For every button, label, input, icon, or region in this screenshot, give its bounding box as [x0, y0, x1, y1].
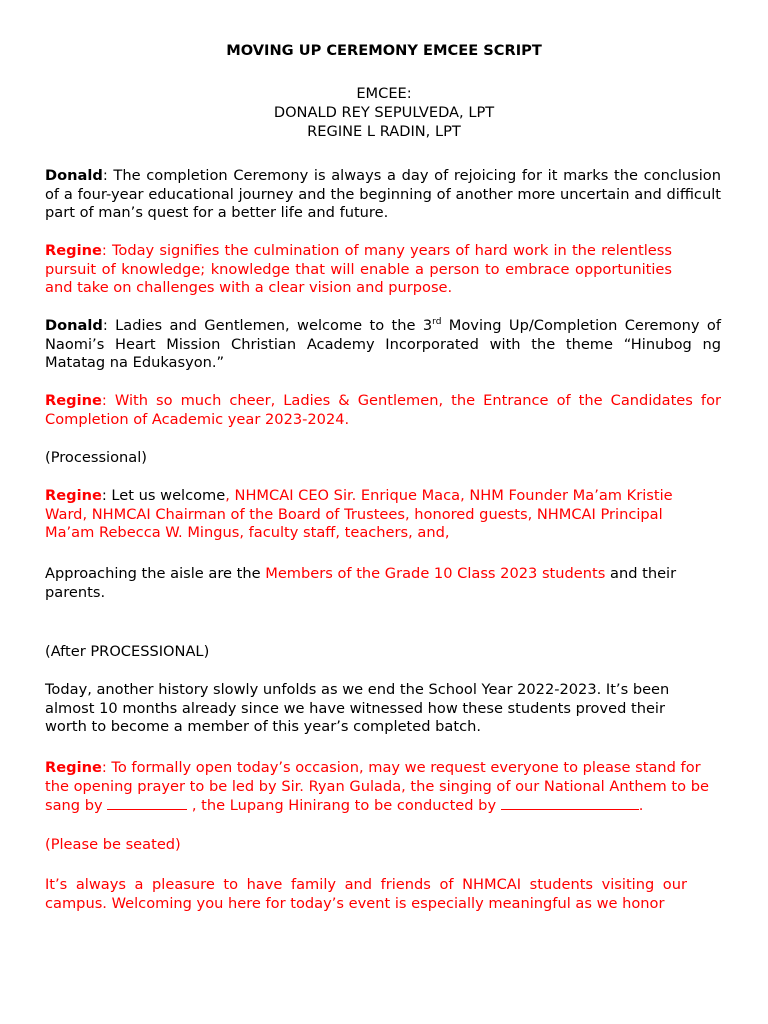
- paragraph-donald-intro: [45, 167, 721, 223]
- emcee-heading: EMCEE:: [356, 85, 412, 102]
- paragraph-text: : Today signifies the culmination of many years of hard work in the relentless pursuit of knowledge; knowledge that will enable a person to embrace opportunities and take on challenges with a clear vision and purpose.: [45, 242, 672, 297]
- emcee-name-donald: DONALD REY SEPULVEDA, LPT: [273, 104, 495, 121]
- paragraph-approaching: [45, 565, 709, 602]
- emcee-name-regine: REGINE L RADIN, LPT: [307, 123, 461, 140]
- stage-note-processional: (Processional): [45, 449, 147, 466]
- guest-list: , NHMCAI CEO Sir. Enrique Maca, NHM Founder Ma’am Kristie Ward, NHMCAI Chairman of the Board of Trustees, honored guests, NHMCAI Principal Ma’am Rebecca W. Mingus, faculty staff, teachers, and,: [45, 487, 673, 542]
- paragraph-text: .: [638, 797, 644, 815]
- paragraph-regine-culmination: [45, 242, 672, 298]
- paragraph-regine-prayer: [45, 759, 717, 816]
- paragraph-text: : The completion Ceremony is always a day of rejoicing for it marks the conclusion of a four-year educational journey and the beginning of another more uncertain and difficult part of man’s quest for a better life and future.: [45, 167, 721, 222]
- paragraph-text: : Let us welcome: [101, 487, 226, 504]
- conductor-blank[interactable]: [501, 796, 639, 810]
- anthem-singer-blank[interactable]: [107, 796, 187, 810]
- paragraph-text: , the Lupang Hinirang to be conducted by: [187, 797, 501, 815]
- stage-note-please-be-seated: (Please be seated): [45, 836, 181, 853]
- paragraph-text: Approaching the aisle are the: [45, 565, 266, 582]
- speaker-label: Donald: [45, 317, 103, 334]
- paragraph-regine-welcome: [45, 487, 709, 543]
- paragraph-history: Today, another history slowly unfolds as we end the School Year 2022-2023. It’s been almost 10 months already since we have witnessed how these students proved their worth to become a member of this year’s completed batch.: [45, 681, 670, 736]
- stage-note-after-processional: (After PROCESSIONAL): [45, 643, 210, 660]
- document-title: MOVING UP CEREMONY EMCEE SCRIPT: [226, 42, 542, 59]
- paragraph-text: : Ladies and Gentlemen, welcome to the 3: [102, 317, 433, 334]
- ordinal-suffix: rd: [432, 317, 442, 328]
- paragraph-donald-welcome: [45, 317, 721, 373]
- emcee-block: [0, 84, 768, 141]
- paragraph-text: : To formally open today’s occasion, may we request everyone to please stand for the opening prayer to be led by Sir. Ryan Gulada, the singing of our National Anthem to be sang by: [45, 759, 709, 815]
- speaker-label: Regine: [45, 242, 102, 259]
- speaker-label: Regine: [45, 759, 102, 776]
- paragraph-text: : With so much cheer, Ladies & Gentlemen, the Entrance of the Candidates for Completion of Academic year 2023-2024.: [45, 392, 721, 428]
- paragraph-regine-entrance: [45, 392, 721, 429]
- paragraph-text: and their parents.: [45, 565, 677, 601]
- speaker-label: Regine: [45, 392, 102, 409]
- speaker-label: Regine: [45, 487, 102, 504]
- class-name: Members of the Grade 10 Class 2023 students: [265, 565, 606, 582]
- speaker-label: Donald: [45, 167, 103, 184]
- paragraph-text: Moving Up/Completion Ceremony of Naomi’s Heart Mission Christian Academy Incorporated with the theme “Hinubog ng Matatag na Edukasyon.”: [45, 317, 721, 372]
- paragraph-welcome-families: It’s always a pleasure to have family and friends of NHMCAI students visiting our campus. Welcoming you here for today’s event is especially meaningful as we honor: [45, 876, 687, 912]
